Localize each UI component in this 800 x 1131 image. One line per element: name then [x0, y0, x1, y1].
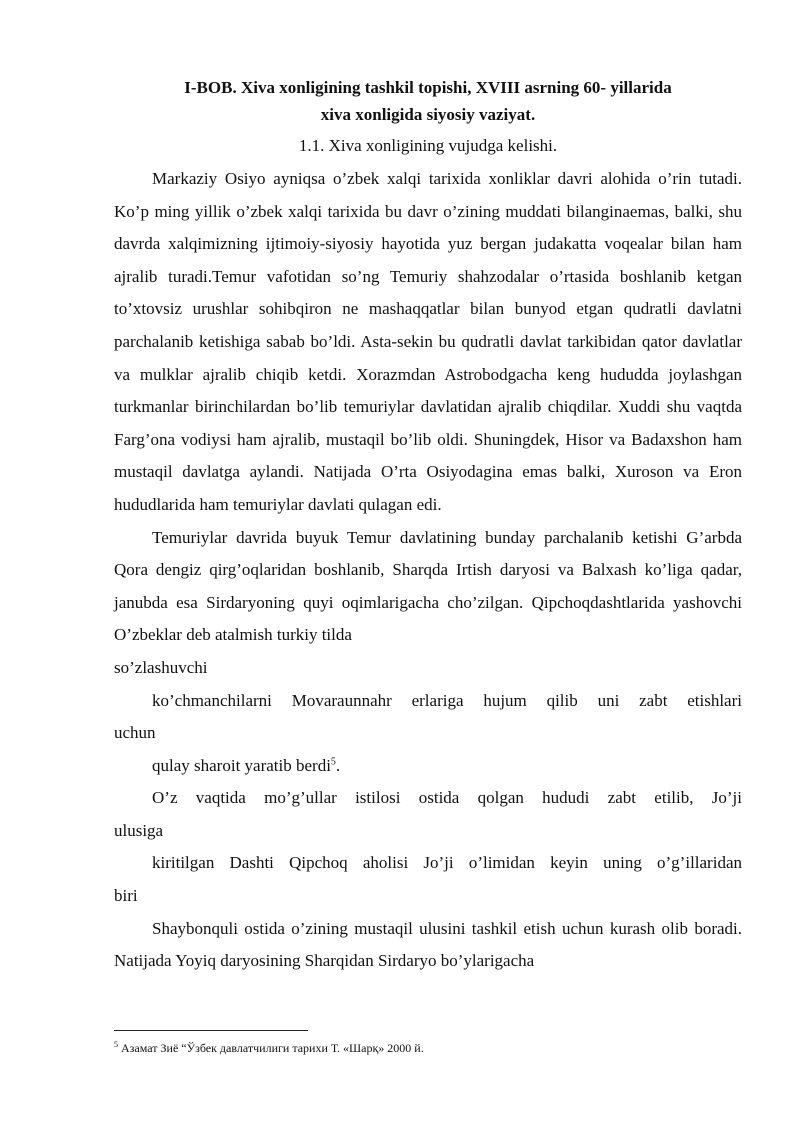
- paragraph-4: [114, 750, 742, 783]
- footnote-text: Азамат Зиё “Ўзбек давлатчилиги тарихи Т. «Шарқ» 2000 й.: [118, 1041, 424, 1055]
- footnote: [114, 1040, 424, 1056]
- paragraph-7: Shaybonquli ostida o’zining mustaqil ulusini tashkil etish uchun kurash olib boradi. Natijada Yoyiq daryosining Sharqidan Sirdaryo bo’ylarigacha: [114, 918, 742, 971]
- paragraph-2-tail: so’zlashuvchi: [114, 657, 208, 677]
- footnote-ref[interactable]: 5: [330, 756, 336, 768]
- paragraph-6-tail: biri: [114, 886, 138, 906]
- document-page: [114, 74, 742, 978]
- chapter-heading-line1: I-BOB. Xiva xonligining tashkil topishi, XVIII asrning 60- yillarida: [184, 78, 672, 97]
- paragraph-4-text: qulay sharoit yaratib berdi: [152, 755, 331, 775]
- paragraph-1: Markaziy Osiyo ayniqsa o’zbek xalqi tarixida xonliklar davri alohida o’rin tutadi. Ko’p ming yillik o’zbek xalqi tarixida bu davr o’zining muddati bilanginaemas, balki, shu davrda xalqimizning ijtimoiy-siyosiy hayotida yuz bergan judakatta voqealar bilan ham ajralib turadi.Temur vafotidan so’ng Temuriy shahzodalar o’rtasida boshlanib ketgan to’xtovsiz urushlar sohibqiron ne mashaqqatlar bilan bunyod etgan qudratli davlatni parchalanib ketishiga sabab bo’ldi. Asta-sekin bu qudratli davlat tarkibidan qator davlatlar va mulklar ajralib chiqib ketdi. Xorazmdan Astrobodgacha keng hududda joylashgan turkmanlar birinchilardan bo’lib temuriylar davlatidan ajralib chiqdilar. Xuddi shu vaqtda Farg’ona vodiysi ham ajralib, mustaqil bo’lib oldi. Shuningdek, Hisor va Badaxshon ham mustaqil davlatga aylandi. Natijada O’rta Osiyodagina emas balki, Xuroson va Eron hududlarida ham temuriylar davlati qulagan edi.: [114, 169, 742, 514]
- chapter-heading-line2: xiva xonligida siyosiy vaziyat.: [320, 105, 536, 124]
- paragraph-5-tail: ulusiga: [114, 820, 164, 840]
- paragraph-3-tail: uchun: [114, 723, 156, 743]
- footnote-divider: [114, 1030, 308, 1031]
- section-subheading: 1.1. Xiva xonligining vujudga kelishi.: [298, 136, 558, 155]
- paragraph-3-line: ko’chmanchilarni Movaraunnahr erlariga hujum qilib uni zabt etishlari: [152, 690, 742, 710]
- paragraph-2: Temuriylar davrida buyuk Temur davlatining bunday parchalanib ketishi G’arbda Qora dengiz qirg’oqlaridan boshlanib, Sharqda Irtish daryosi va Balxash ko’liga qadar, janubda esa Sirdaryoning quyi oqimlarigacha cho’zilgan. Qipchoqdashtlarida yashovchi O’zbeklar deb atalmish turkiy tilda: [114, 527, 742, 645]
- paragraph-5-line: O’z vaqtida mo’g’ullar istilosi ostida qolgan hududi zabt etilib, Jo’ji: [152, 788, 742, 808]
- footnote-number: 5: [114, 1040, 118, 1049]
- paragraph-4-end: .: [335, 755, 341, 775]
- paragraph-6-line: kiritilgan Dashti Qipchoq aholisi Jo’ji o’limidan keyin uning o’g’illaridan: [152, 853, 742, 873]
